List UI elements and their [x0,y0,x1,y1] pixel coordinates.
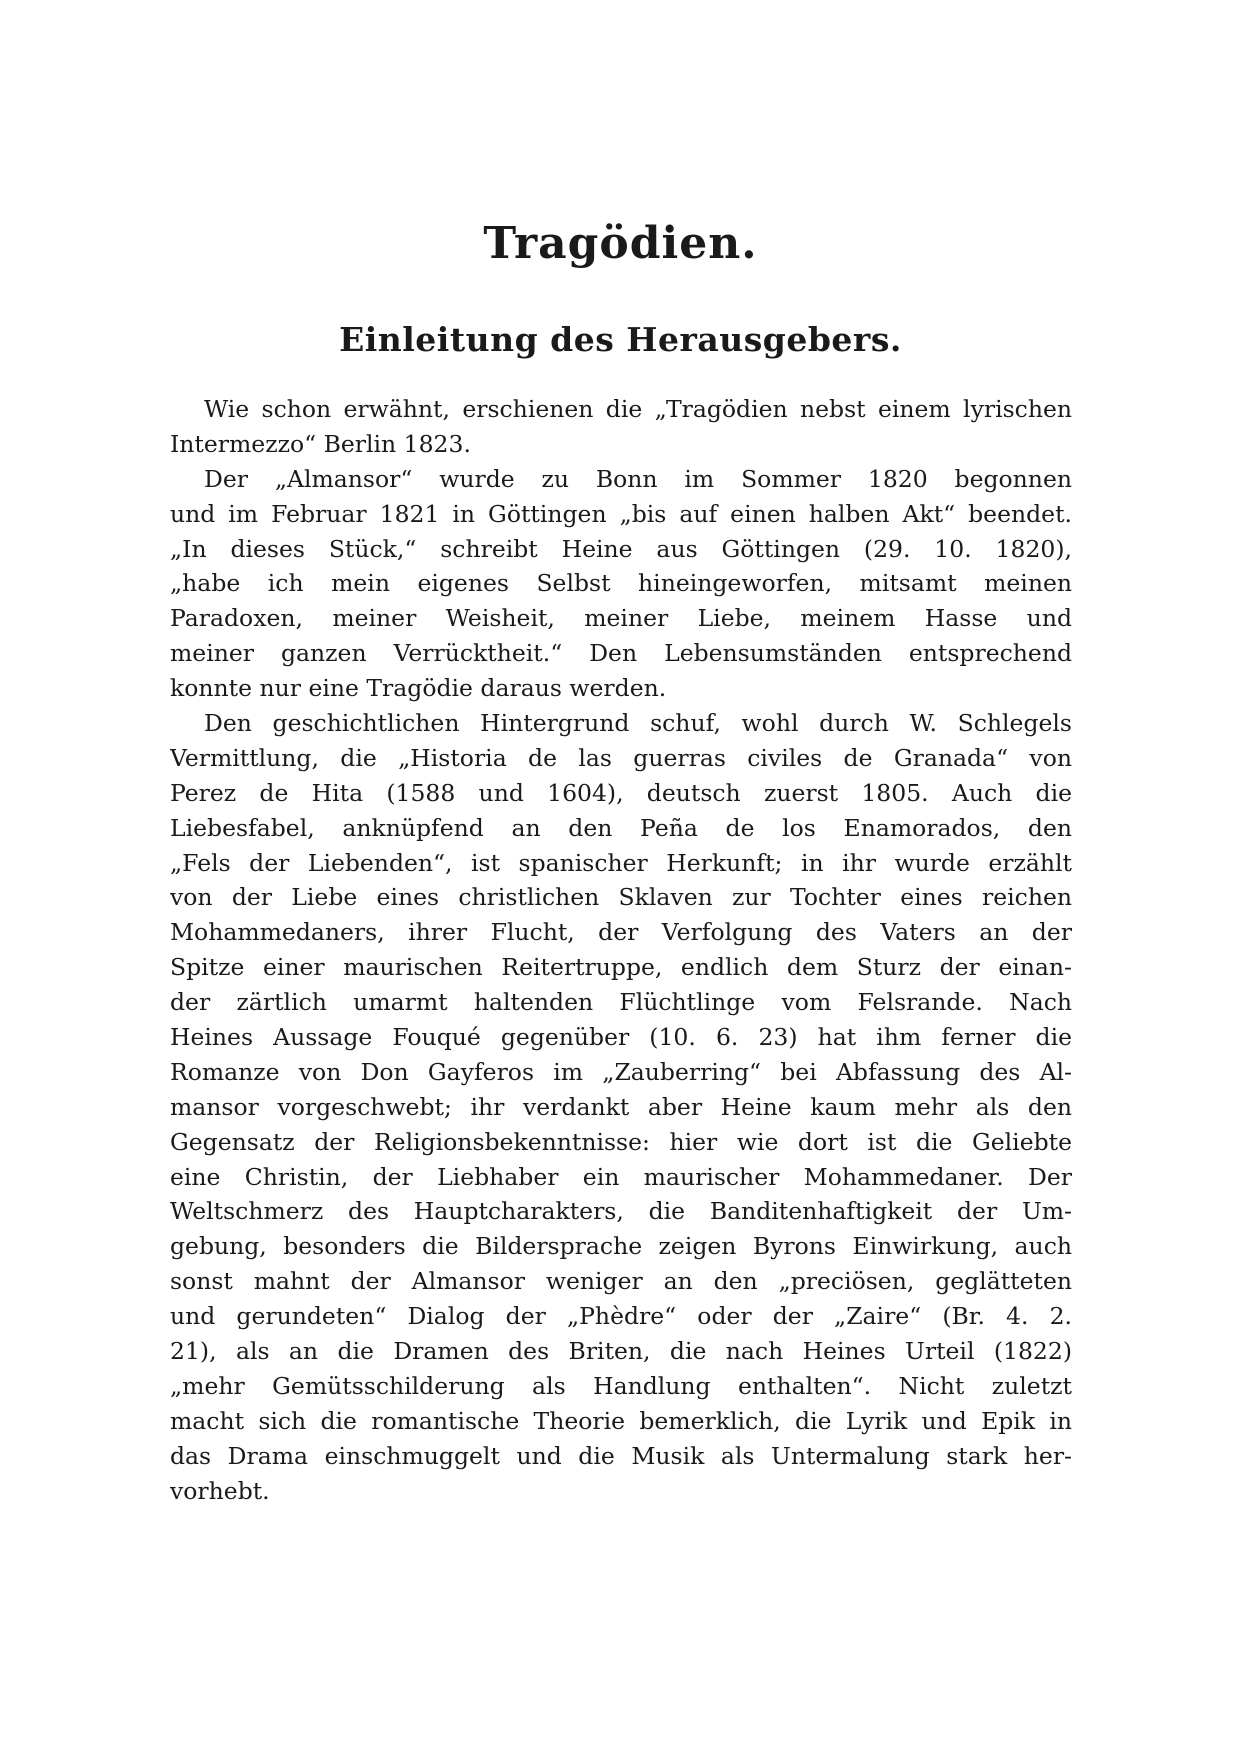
text-line: Liebesfabel, anknüpfend an den Peña de los Enamorados, den [170,813,1072,842]
text-line: von der Liebe eines christlichen Sklaven zur Tochter eines reichen [170,883,1072,912]
text-line: das Drama einschmuggelt und die Musik als Untermalung stark her- [170,1441,1072,1470]
text-line: Mohammedaners, ihrer Flucht, der Verfolgung des Vaters an der [170,918,1072,947]
text-line: Gegensatz der Religionsbekenntnisse: hier wie dort ist die Geliebte [170,1127,1072,1156]
text-line: Intermezzo“ Berlin 1823. [170,429,471,458]
text-line: Romanze von Don Gayferos im „Zauberring“ bei Abfassung des Al- [170,1057,1072,1086]
text-line: und im Februar 1821 in Göttingen „bis auf einen halben Akt“ beendet. [170,499,1072,528]
text-line: „In dieses Stück,“ schreibt Heine aus Göttingen (29. 10. 1820), [170,534,1072,563]
text-line: Vermittlung, die „Historia de las guerras civiles de Granada“ von [170,743,1072,772]
text-line: Paradoxen, meiner Weisheit, meiner Liebe, meinem Hasse und [170,604,1072,633]
text-line: konnte nur eine Tragödie daraus werden. [170,674,667,703]
page-title: Tragödien. [483,218,758,269]
text-line: eine Christin, der Liebhaber ein maurischer Mohammedaner. Der [170,1162,1072,1191]
text-line: sonst mahnt der Almansor weniger an den „preciösen, geglätteten [170,1267,1072,1296]
text-line: gebung, besonders die Bildersprache zeigen Byrons Einwirkung, auch [170,1232,1072,1261]
text-line: der zärtlich umarmt haltenden Flüchtlinge vom Felsrande. Nach [170,988,1072,1017]
text-line: mansor vorgeschwebt; ihr verdankt aber Heine kaum mehr als den [170,1092,1072,1121]
text-line: Den geschichtlichen Hintergrund schuf, wohl durch W. Schlegels [204,709,1072,738]
text-line: 21), als an die Dramen des Briten, die nach Heines Urteil (1822) [170,1337,1072,1366]
text-line: Perez de Hita (1588 und 1604), deutsch zuerst 1805. Auch die [170,778,1072,807]
section-heading: Einleitung des Herausgebers. [339,320,902,359]
text-line: vorhebt. [170,1476,270,1505]
text-line: Spitze einer maurischen Reitertruppe, endlich dem Sturz der einan- [170,953,1072,982]
text-line: „mehr Gemütsschilderung als Handlung enthalten“. Nicht zuletzt [170,1371,1072,1400]
text-line: meiner ganzen Verrücktheit.“ Den Lebensumständen entsprechend [170,639,1072,668]
text-line: Weltschmerz des Hauptcharakters, die Banditenhaftigkeit der Um- [170,1197,1072,1226]
text-line: Der „Almansor“ wurde zu Bonn im Sommer 1820 begonnen [204,464,1072,493]
text-line: „Fels der Liebenden“, ist spanischer Herkunft; in ihr wurde erzählt [170,848,1072,877]
text-line: Heines Aussage Fouqué gegenüber (10. 6. 23) hat ihm ferner die [170,1023,1072,1052]
text-line: Wie schon erwähnt, erschienen die „Tragödien nebst einem lyrischen [204,395,1072,423]
text-line: und gerundeten“ Dialog der „Phèdre“ oder der „Zaire“ (Br. 4. 2. [170,1302,1072,1331]
body-text [170,392,1072,1509]
text-line: „habe ich mein eigenes Selbst hineingeworfen, mitsamt meinen [170,569,1072,598]
text-line: macht sich die romantische Theorie bemerklich, die Lyrik und Epik in [170,1406,1072,1435]
